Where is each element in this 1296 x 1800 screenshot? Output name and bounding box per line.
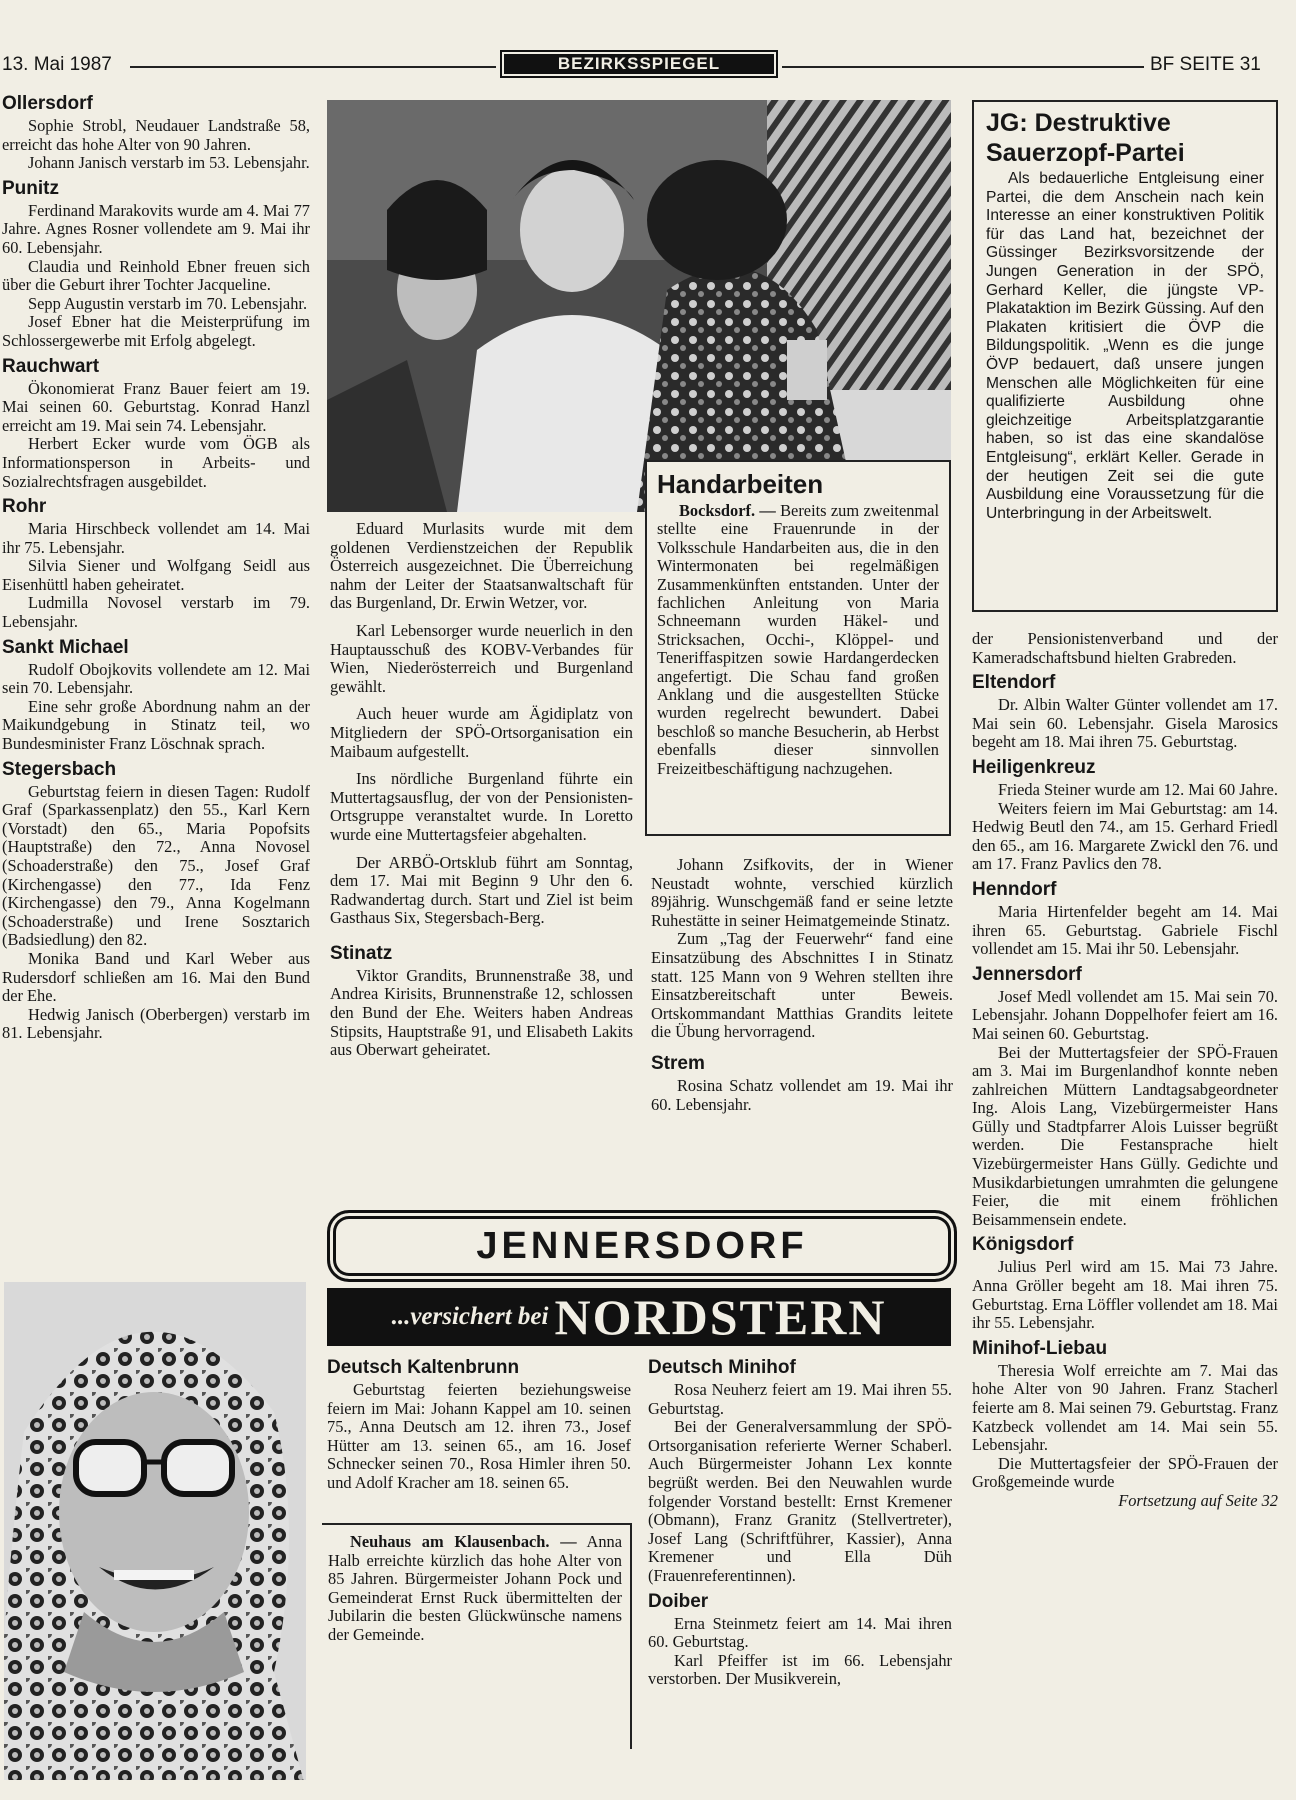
header-section: BEZIRKSSPIEGEL: [504, 54, 774, 74]
paragraph: Johann Zsifkovits, der in Wiener Neustadt wohnte, verschied kürzlich 89jährig. Wunschgemäß fand er seine letzte Ruhestätte in seiner Heimatgemeinde Stinatz.: [651, 855, 953, 930]
paragraph: Ökonomierat Franz Bauer feiert am 19. Mai seinen 60. Geburtstag. Konrad Hanzl erreicht am 19. Mai sein 74. Lebensjahr.: [2, 378, 310, 435]
header-page: BF SEITE 31: [1150, 54, 1261, 75]
heading-punitz: Punitz: [2, 177, 59, 199]
paragraph: Rosa Neuherz feiert am 19. Mai ihren 55. Geburtstag.: [648, 1380, 952, 1418]
paragraph: Auch heuer wurde am Ägidiplatz von Mitgliedern der SPÖ-Ortsorganisation ein Maibaum aufgestellt.: [330, 704, 633, 761]
paragraph: Julius Perl wird am 15. Mai 73 Jahre. Anna Gröller begeht am 18. Mai ihren 75. Geburtstag. Erna Löffler vollendet am 18. Mai ihr 55. Lebensjahr.: [972, 1257, 1278, 1333]
paragraph: der Pensionistenverband und der Kameradschaftsbund hielten Grabreden.: [972, 629, 1278, 667]
paragraph: Josef Medl vollendet am 15. Mai sein 70. Lebensjahr. Johann Doppelhofer feiert am 16. Mai seinen 60. Geburtstag.: [972, 986, 1278, 1043]
paragraph: Ferdinand Marakovits wurde am 4. Mai 77 Jahre. Agnes Rosner vollendete am 9. Mai ihr 60. Lebensjahr.: [2, 200, 310, 257]
handarbeiten-body: Bereits zum zweitenmal stellte eine Frauenrunde in der Volksschule Handarbeiten aus, die in den Wintermonaten bei regelmäßigen Zusammenkünften entstanden. Unter der fachlichen Anleitung von Maria Schneemann wurden Häkel- und Stricksachen, Occhi-, Klöppel- und Teneriffaspitzen sowie Hardangerdecken angefertigt. Die Schau fand großen Anklang und die ausgestellten Stücke wurden regelrecht bewundert. Dabei beschloß so manche Besucherin, ab Herbst ebenfalls dieser sinnvollen Freizeitbeschäftigung nachzugehen.: [657, 501, 939, 778]
paragraph: Monika Band und Karl Weber aus Rudersdorf schließen am 16. Mai den Bund der Ehe.: [2, 948, 310, 1006]
deutsch-minihof-section: [648, 1356, 952, 1689]
heading-deutsch-kaltenbrunn: Deutsch Kaltenbrunn: [327, 1357, 520, 1378]
photo-elderly-woman: [4, 1282, 306, 1780]
paragraph: Claudia und Reinhold Ebner freuen sich über die Geburt ihrer Tochter Jacqueline.: [2, 256, 310, 295]
paragraph: Geburtstag feiern in diesen Tagen: Rudolf Graf (Sparkassenplatz) den 55., Karl Kern (Vorstadt) den 65., Maria Popofsits (Hauptstraße) den 72., Anna Novosel (Schoaderstraße) den 75., Josef Graf (Kirchengasse) den 77., Ida Fenz (Kirchengasse) den 79., Anna Kogelmann (Schoaderstraße) und Irene Sosztarich (Badsiedlung) den 82.: [2, 781, 310, 950]
paragraph: Erna Steinmetz feiert am 14. Mai ihren 60. Geburtstag.: [648, 1613, 952, 1652]
column-1: [2, 92, 310, 1043]
paragraph: Silvia Siener und Wolfgang Seidl aus Eisenhüttl haben geheiratet.: [2, 556, 310, 594]
handarbeiten-box: [645, 460, 951, 836]
paragraph: Ins nördliche Burgenland führte ein Muttertagsausflug, der von der Pensionisten-Ortsgruppe veranstaltet wurde. In Loretto wurde eine Muttertagsfeier abgehalten.: [330, 769, 633, 844]
paragraph: Bei der Muttertagsfeier der SPÖ-Frauen am 3. Mai im Burgenlandhof konnte neben zahlreichen Müttern Landtagsabgeordneter Ing. Alois Lang, Vizebürgermeister Hans Güllу und Stadtpfarrer Alois Luisser begrüßt werden. Die Festansprache hielt Vizebürgermeister Hans Gülly. Gedichte und Musikdarbietungen umrahmten die gelungene Feier, die mit einem fröhlichen Beisammensein endete.: [972, 1042, 1278, 1229]
heading-rohr: Rohr: [2, 496, 47, 518]
header-date: 13. Mai 1987: [2, 54, 112, 75]
heading-deutsch-minihof: Deutsch Minihof: [648, 1357, 796, 1378]
paragraph: Eduard Murlasits wurde mit dem goldenen Verdienstzeichen der Republik Österreich ausgezeichnet. Die Überreichung nahm der Leiter der Staatsanwaltschaft für das Burgenland, Dr. Erwin Wetzer, vor.: [330, 519, 633, 613]
heading-ollersdorf: Ollersdorf: [2, 93, 93, 114]
paragraph: Geburtstag feierten beziehungsweise feiern im Mai: Johann Kappel am 10. seinen 75., Anna Deutsch am 12. ihren 73., Josef Hütter am 13. seinen 65., am 16. Josef Schnecker seinen 70., Rosa Himler ihren 50. und Adolf Kracher am 18. seinen 65.: [327, 1380, 631, 1492]
paragraph: Eine sehr große Abordnung nahm an der Maikundgebung in Stinatz teil, wo Bundesminister Franz Löschnak sprach.: [2, 696, 310, 754]
paragraph: Karl Pfeiffer ist im 66. Lebensjahr verstorben. Der Musikverein,: [648, 1650, 952, 1689]
header-rule-left: [130, 66, 496, 68]
paragraph: Theresia Wolf erreichte am 7. Mai das hohe Alter von 90 Jahren. Franz Stacherl feierte am 8. Mai seinen 79. Geburtstag. Franz Katzbeck vollendet am 14. Mai sein 55. Lebensjahr.: [972, 1360, 1278, 1455]
paragraph: Zum „Tag der Feuerwehr“ fand eine Einsatzübung des Abschnittes I in Stinatz statt. 125 Mann von 9 Wehren stellten ihre Einsatzbereitschaft unter Beweis. Ortskommandant Matthias Grandits leitete die Übung hervorragend.: [651, 929, 953, 1042]
neuhaus-dateline: Neuhaus am Klausenbach. —: [350, 1532, 577, 1551]
paragraph: Rudolf Obojkovits vollendete am 12. Mai sein 70. Lebensjahr.: [2, 659, 310, 698]
header-section-box: [500, 50, 778, 78]
heading-eltendorf: Eltendorf: [972, 672, 1056, 694]
photo-image: [327, 100, 951, 512]
heading-henndorf: Henndorf: [972, 878, 1057, 900]
column-3: [651, 856, 953, 1114]
header-rule-right: [782, 66, 1144, 68]
paragraph: Die Muttertagsfeier der SPÖ-Frauen der Großgemeinde wurde: [972, 1453, 1278, 1492]
continuation-note: Fortsetzung auf Seite 32: [1118, 1490, 1278, 1510]
heading-koenigsdorf: Königsdorf: [972, 1234, 1074, 1256]
heading-minihof-liebau: Minihof-Liebau: [972, 1337, 1108, 1359]
jg-text: Als bedauerliche Entgleisung einer Partei, die dem Anschein nach kein Interesse an einer konstruktiven Politik für das Land hat, bezeichnet der Güssinger Bezirksvorsitzende der Jungen Generation in der SPÖ, Gerhard Keller, die jüngste VP-Plakataktion im Bezirk Güssing. Auf den Plakaten kritisiert die ÖVP die Bildungspolitik. „Wenn es die junge ÖVP bedauert, daß unsere jungen Menschen alle Möglichkeiten für eine qualifizierte Ausbildung ohne gleichzeitige Arbeitsplatzgarantie haben, so ist das eine skandalöse Entgleisung“, erklärt Keller. Gerade in der heutigen Zeit sei die gute Ausbildung eine Voraussetzung für die Unterbringung in der Arbeitswelt.: [986, 170, 1264, 522]
ad-nordstern-text: NORDSTERN: [554, 1289, 887, 1345]
heading-stinatz: Stinatz: [330, 942, 393, 964]
heading-heiligenkreuz: Heiligenkreuz: [972, 756, 1096, 778]
paragraph: Karl Lebensorger wurde neuerlich in den Hauptausschuß des KOBV-Verbandes für Wien, Niederösterreich und Burgenland gewählt.: [330, 620, 633, 696]
neuhaus-body: Anna Halb erreichte kürzlich das hohe Alter von 85 Jahren. Bürgermeister Johann Pock und Gemeinderat Ernst Ruck übermittelten der Jubilarin die besten Glückwünsche namens der Gemeinde.: [328, 1532, 622, 1644]
heading-rauchwart: Rauchwart: [2, 355, 100, 377]
heading-doiber: Doiber: [648, 1590, 709, 1612]
column-4: [972, 630, 1278, 1511]
jg-title-line2: Sauerzopf-Partei: [986, 139, 1185, 167]
neuhaus-text: [328, 1533, 622, 1645]
paragraph: Sophie Strobl, Neudauer Landstraße 58, erreicht das hohe Alter von 90 Jahren.: [2, 116, 310, 154]
heading-stegersbach: Stegersbach: [2, 758, 117, 780]
handarbeiten-dateline: Bocksdorf. —: [679, 501, 776, 520]
photo-handicraft-exhibition: [327, 100, 951, 512]
paragraph: Der ARBÖ-Ortsklub führt am Sonntag, dem 17. Mai mit Beginn 9 Uhr den 6. Radwandertag durch. Start und Ziel ist beim Gasthaus Six, Stegersbach-Berg.: [330, 852, 633, 928]
paragraph: Maria Hirtenfelder begeht am 14. Mai ihren 65. Geburtstag. Gabriele Fischl vollendet am 15. Mai ihr 50. Lebensjahr.: [972, 901, 1278, 959]
jg-title-line1: JG: Destruktive: [986, 109, 1171, 137]
paragraph: Ludmilla Novosel verstarb im 79. Lebensjahr.: [2, 593, 310, 632]
ad-jennersdorf-banner: [327, 1210, 957, 1282]
handarbeiten-title: Handarbeiten: [657, 469, 824, 499]
paragraph: Johann Janisch verstarb im 53. Lebensjahr.: [28, 153, 310, 173]
heading-jennersdorf: Jennersdorf: [972, 963, 1082, 985]
jg-box: [972, 100, 1278, 612]
paragraph: Sepp Augustin verstarb im 70. Lebensjahr.: [28, 293, 308, 313]
paragraph: Bei der Generalversammlung der SPÖ-Ortsorganisation referierte Werner Schaberl. Auch Bürgermeister Johann Lex konnte begrüßt werden. Bei den Neuwahlen wurde folgender Vorstand bestellt: Ernst Kremener (Obmann), Franz Granitz (Stellvertreter), Josef Lang (Schriftführer, Kassier), Anna Kremener und Ella Düh (Frauenreferentinnen).: [648, 1417, 952, 1585]
ad-jennersdorf-text: JENNERSDORF: [476, 1224, 808, 1267]
paragraph: Josef Ebner hat die Meisterprüfung im Schlossergewerbe mit Erfolg abgelegt.: [2, 312, 310, 350]
paragraph: Maria Hirschbeck vollendet am 14. Mai ihr 75. Lebensjahr.: [2, 519, 310, 557]
handarbeiten-text: [657, 502, 939, 778]
kaltenbrunn-section: [327, 1356, 631, 1493]
column-2: [330, 520, 633, 1060]
portrait-image: [4, 1282, 306, 1780]
paragraph: Frieda Steiner wurde am 12. Mai 60 Jahre.: [998, 779, 1278, 799]
paragraph: Herbert Ecker wurde vom ÖGB als Informationsperson in Arbeits- und Sozialrechtsfragen ausgebildet.: [2, 434, 310, 491]
paragraph: Hedwig Janisch (Oberbergen) verstarb im 81. Lebensjahr.: [2, 1004, 310, 1043]
paragraph: Weiters feiern im Mai Geburtstag: am 14. Hedwig Beutl den 74., am 15. Gerhard Friedl den 65., am 16. Margarete Zwickl den 76. und am 17. Franz Pavlics den 78.: [972, 798, 1278, 874]
ad-nordstern-banner: [327, 1288, 951, 1346]
ad-versichert-text: ...versichert bei: [391, 1303, 549, 1330]
paragraph: Rosina Schatz vollendet am 19. Mai ihr 60. Lebensjahr.: [651, 1075, 953, 1114]
paragraph: Dr. Albin Walter Günter vollendet am 17. Mai sein 60. Lebensjahr. Gisela Marosics begeht am 18. Mai ihren 75. Geburtstag.: [972, 695, 1278, 752]
heading-sankt-michael: Sankt Michael: [2, 636, 129, 658]
heading-strem: Strem: [651, 1052, 705, 1074]
paragraph: Viktor Grandits, Brunnenstraße 38, und Andrea Kirisits, Brunnenstraße 12, schlossen den Bund der Ehe. Weiters haben Andreas Stipsits, Hauptstraße 91, und Elisabeth Lakits aus Oberwart geheiratet.: [330, 965, 633, 1060]
neuhaus-box: [322, 1523, 632, 1749]
